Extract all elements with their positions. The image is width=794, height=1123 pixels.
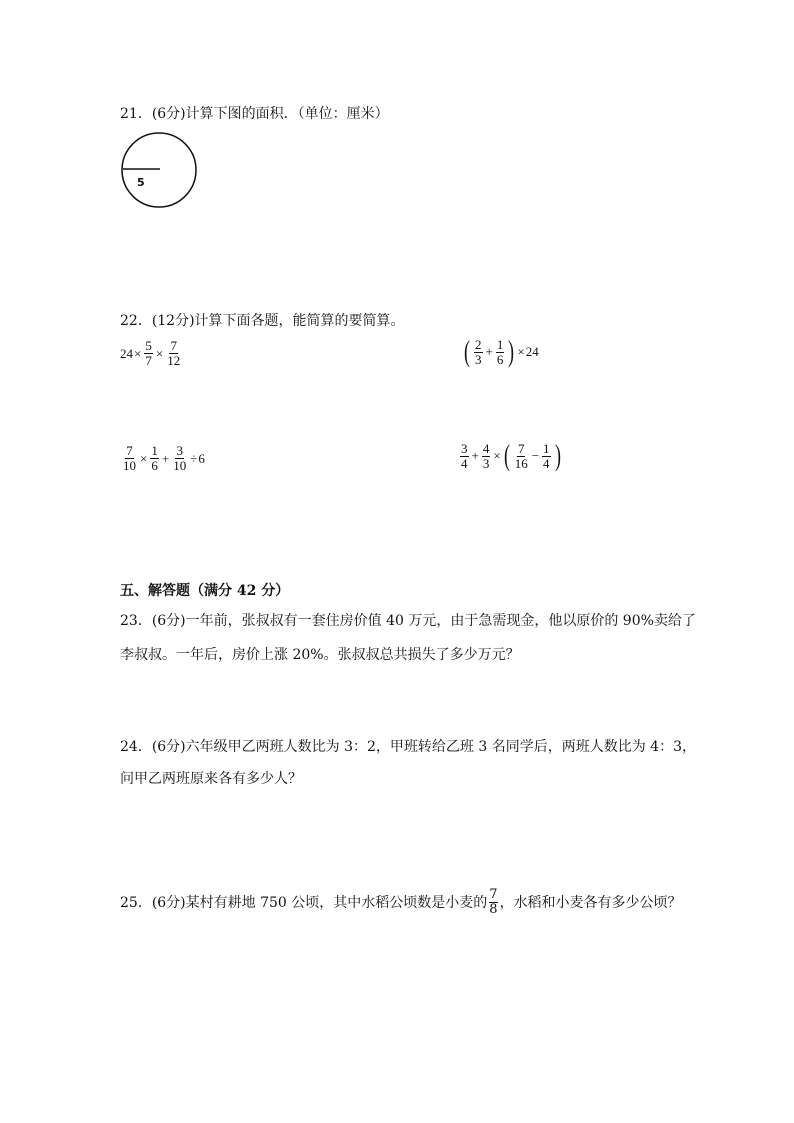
fraction [489, 888, 497, 917]
question-25 [120, 888, 682, 917]
numerator: 7 [126, 443, 133, 458]
left-paren: ( [503, 439, 510, 472]
circle-figure [118, 130, 202, 212]
fraction [172, 444, 187, 473]
question-22: 22．(12分)计算下面各题，能简算的要简算。 [120, 313, 405, 329]
fraction [122, 444, 137, 473]
fraction [482, 442, 491, 471]
radius-label: 5 [137, 176, 145, 189]
expression-4 [458, 441, 563, 471]
question-25-text-before: 25．(6分)某村有耕地 750 公顷，其中水稻公顷数是小麦的 [120, 894, 488, 911]
question-24-line-2: 问甲乙两班原来各有多少人？ [120, 771, 302, 787]
numerator: 1 [496, 336, 504, 352]
plus-sign: + [471, 448, 479, 463]
numerator: 7 [489, 887, 498, 902]
fraction [542, 442, 551, 471]
denominator: 7 [145, 353, 152, 368]
denominator: 10 [173, 458, 187, 473]
plus-sign: + [161, 450, 170, 466]
circle-outline [122, 133, 196, 207]
numerator: 7 [170, 338, 177, 353]
numerator: 2 [475, 336, 482, 352]
question-21: 21．(6分)计算下图的面积．（单位：厘米） [120, 106, 389, 122]
denominator: 3 [475, 351, 482, 367]
left-paren: ( [464, 335, 470, 368]
fraction [514, 442, 529, 471]
times-sign: × [493, 448, 501, 463]
fraction [460, 442, 469, 471]
right-paren: ) [554, 439, 561, 472]
question-23-line-2: 李叔叔。一年后，房价上涨 20%。张叔叔总共损失了多少万元？ [120, 647, 520, 663]
numerator: 4 [482, 440, 490, 456]
plus-sign: + [485, 344, 493, 359]
divide-sign: ÷ [190, 450, 198, 466]
expression-1 [120, 339, 183, 368]
expr3-int: 6 [198, 450, 205, 466]
fraction [166, 339, 181, 368]
denominator: 16 [514, 455, 528, 471]
numerator: 5 [145, 338, 152, 353]
denominator: 8 [489, 902, 498, 917]
denominator: 10 [123, 458, 136, 473]
right-paren: ) [508, 335, 515, 368]
numerator: 1 [151, 443, 158, 458]
fraction [150, 444, 159, 473]
times-sign: × [155, 345, 164, 361]
numerator: 3 [176, 443, 183, 458]
denominator: 4 [543, 455, 550, 471]
numerator: 1 [543, 440, 550, 456]
fraction [144, 339, 153, 368]
expr1-int: 24 [120, 345, 133, 361]
denominator: 12 [167, 353, 181, 368]
times-sign: × [517, 344, 525, 359]
denominator: 4 [461, 455, 468, 471]
expr2-int: 24 [525, 344, 539, 359]
expression-3 [120, 444, 205, 473]
expression-2 [462, 337, 539, 367]
times-sign: × [140, 450, 148, 466]
numerator: 3 [461, 440, 468, 456]
fraction [474, 338, 483, 367]
times-sign: × [134, 345, 142, 361]
minus-sign: − [531, 448, 540, 463]
question-23-line-1: 23．(6分)一年前，张叔叔有一套住房价值 40 万元，由于急需现金，他以原价的 90%卖给了 [120, 613, 696, 629]
denominator: 3 [482, 455, 490, 471]
section-title: 五、解答题（满分 42 分） [120, 583, 290, 599]
denominator: 6 [496, 351, 504, 367]
question-25-text-after: ，水稻和小麦各有多少公顷？ [499, 894, 682, 911]
numerator: 7 [517, 440, 525, 456]
denominator: 6 [151, 458, 158, 473]
fraction [496, 338, 505, 367]
question-24-line-1: 24．(6分)六年级甲乙两班人数比为 3：2，甲班转给乙班 3 名同学后，两班人数比为 4：3， [120, 739, 696, 755]
